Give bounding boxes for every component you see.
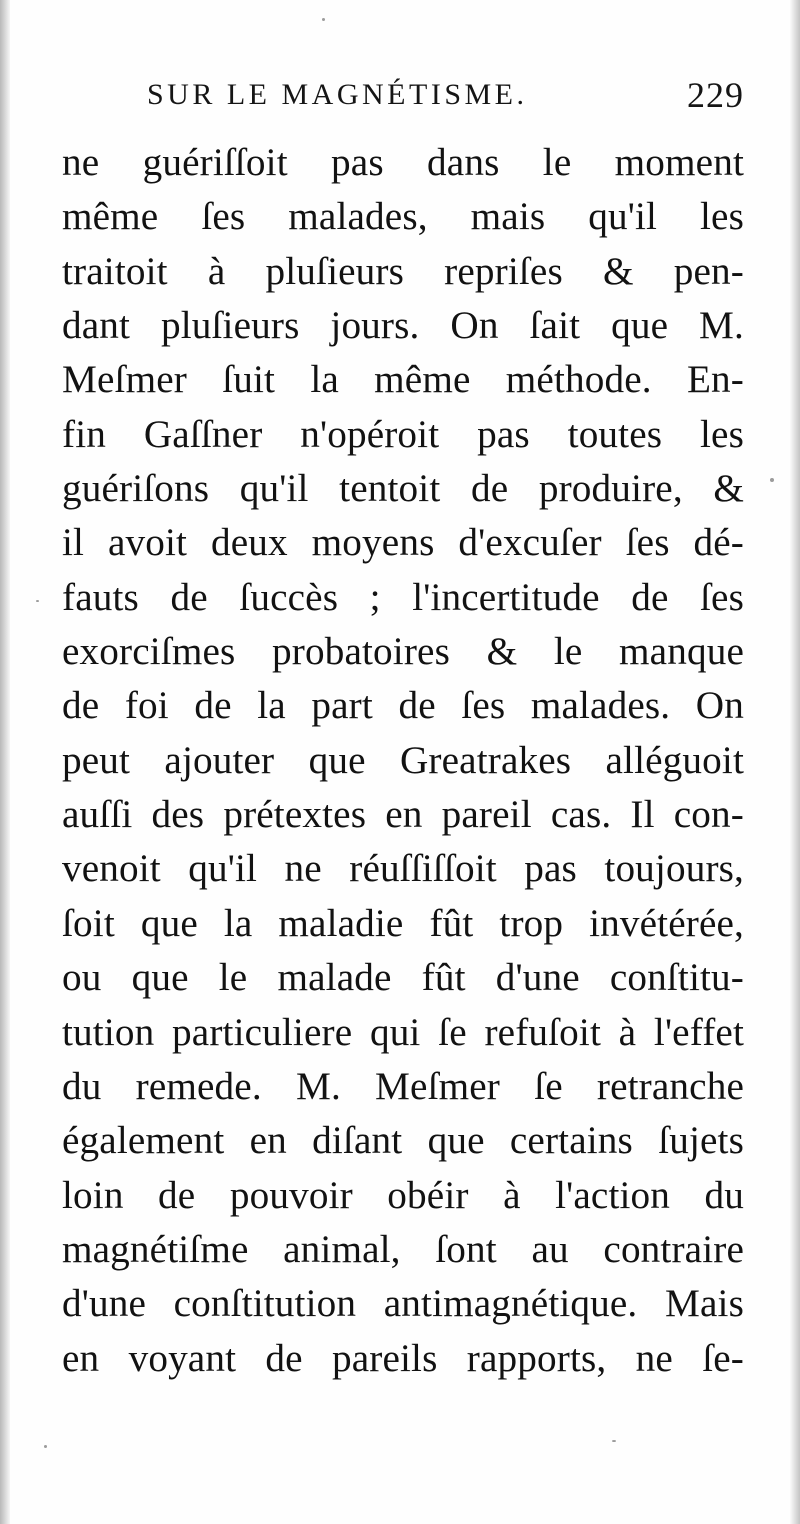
text-line: ou que le malade fût d'une conſtitu-	[62, 956, 744, 1000]
text-line: auſſi des prétextes en pareil cas. Il con-	[62, 793, 744, 837]
paper-speck	[612, 1440, 616, 1442]
running-title: SUR LE MAGNÉTISME.	[147, 78, 528, 111]
text-line: loin de pouvoir obéir à l'action du	[62, 1173, 744, 1217]
text-line: ſoit que la maladie fût trop invétérée,	[62, 901, 744, 945]
body-text	[62, 136, 744, 1386]
text-line: également en diſant que certains ſujets	[62, 1119, 744, 1163]
page-left-shadow	[0, 0, 10, 1524]
text-line: fin Gaſſner n'opéroit pas toutes les	[62, 412, 744, 456]
text-line: même ſes malades, mais qu'il les	[62, 195, 744, 239]
paper-speck	[770, 478, 774, 482]
text-line: dant pluſieurs jours. On ſait que M.	[62, 304, 744, 348]
text-line: tution particuliere qui ſe refuſoit à l'effet	[62, 1010, 744, 1054]
text-line: en voyant de pareils rapports, ne ſe-	[62, 1336, 744, 1380]
text-line: d'une conſtitution antimagnétique. Mais	[62, 1282, 744, 1326]
page-right-shadow	[790, 0, 800, 1524]
text-line: ne guériſſoit pas dans le moment	[62, 141, 744, 184]
text-line: magnétiſme animal, ſont au contraire	[62, 1227, 744, 1271]
text-line: de foi de la part de ſes malades. On	[62, 684, 744, 728]
paper-speck	[44, 1445, 47, 1448]
paper-speck	[36, 600, 39, 602]
text-line: guériſons qu'il tentoit de produire, &	[62, 467, 744, 511]
text-line: il avoit deux moyens d'excuſer ſes dé-	[62, 521, 744, 565]
text-line: Meſmer ſuit la même méthode. En-	[62, 358, 744, 402]
text-line: du remede. M. Meſmer ſe retranche	[62, 1064, 744, 1108]
paper-speck	[322, 18, 325, 21]
text-line: traitoit à pluſieurs repriſes & pen-	[62, 249, 744, 293]
page-number: 229	[687, 75, 744, 115]
text-line: venoit qu'il ne réuſſiſſoit pas toujours,	[62, 847, 744, 891]
text-line: peut ajouter que Greatrakes alléguoit	[62, 738, 744, 782]
page-header	[62, 74, 744, 136]
text-line: fauts de ſuccès ; l'incertitude de ſes	[62, 575, 744, 619]
text-line: exorciſmes probatoires & le manque	[62, 630, 744, 674]
